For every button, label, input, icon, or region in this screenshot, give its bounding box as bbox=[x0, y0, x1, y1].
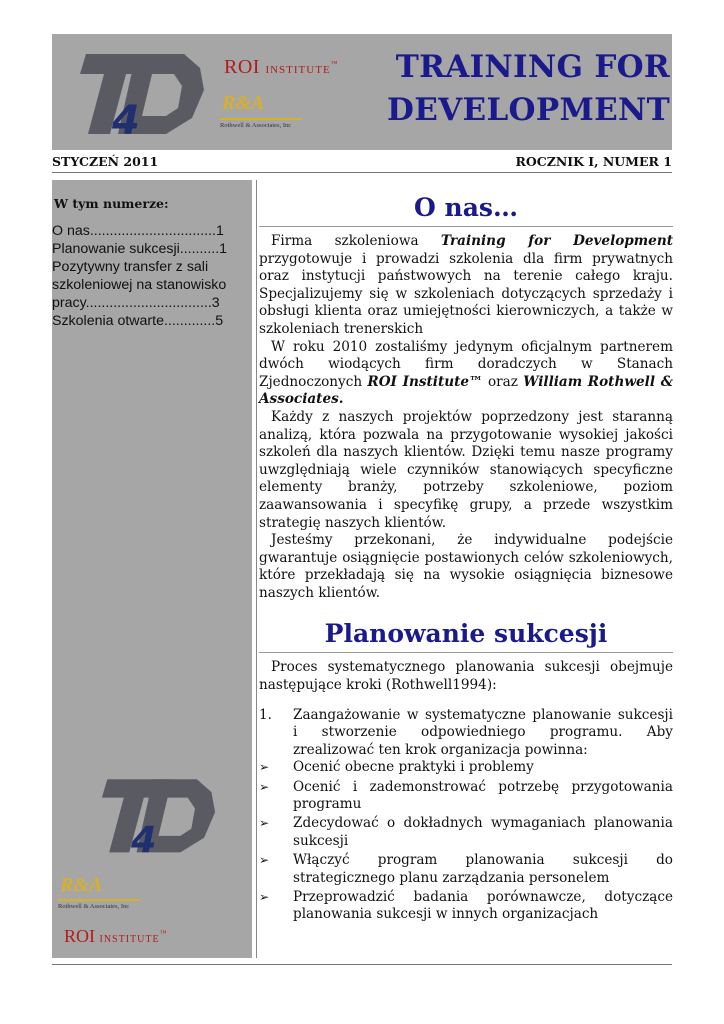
masthead bbox=[52, 34, 672, 150]
list-item bbox=[259, 779, 673, 814]
roi-logo-small-tm: ™ bbox=[159, 929, 168, 937]
arrow-bullet-icon: ➢ bbox=[259, 760, 270, 775]
toc-item-o-nas[interactable]: O nas................................1 bbox=[52, 223, 224, 239]
p2-text-a: W roku 2010 zostaliśmy jedynym oficjalnym partnerem dwóch wiodących firm doradczych w Stanach Zjednoczonych bbox=[259, 338, 673, 390]
paragraph-intro: Proces systematycznego planowania sukcesji obejmuje następujące kroki (Rothwell1994): bbox=[259, 659, 673, 694]
td4-logo-small bbox=[82, 772, 224, 856]
ra-logo-text: R&A bbox=[222, 92, 265, 114]
roi-institute-logo bbox=[224, 56, 339, 79]
bullet-list bbox=[259, 759, 673, 923]
steps-list bbox=[259, 707, 673, 760]
roi-institute-logo-small bbox=[64, 926, 167, 947]
p1-text-c: przygotowuje i prowadzi szkolenia dla firm prywatnych oraz instytucji państwowych na terenie całego kraju. Specjalizujemy się w szkoleniach dotyczących sprzedaży i obsługi klienta oraz umiejętności kierowniczych, a także w szkoleniach trenerskich bbox=[259, 250, 673, 337]
paragraph-4: Jesteśmy przekonani, że indywidualne podejście gwarantuje osiągnięcie postawionych celów szkoleniowych, które przekładają się na wysokie osiągnięcia biznesowe naszych klientów. bbox=[259, 532, 673, 601]
arrow-bullet-icon: ➢ bbox=[259, 779, 270, 794]
roi-logo-small-institute: INSTITUTE bbox=[99, 934, 160, 945]
rothwell-associates-logo bbox=[220, 92, 312, 132]
toc-item-planowanie-sukcesji[interactable]: Planowanie sukcesji..........1 bbox=[52, 241, 228, 257]
roi-logo-text: ROI bbox=[224, 56, 260, 78]
roi-logo-institute: INSTITUTE bbox=[265, 64, 331, 76]
list-item bbox=[259, 889, 673, 924]
section-rule bbox=[259, 226, 673, 227]
bullet-text: Przeprowadzić badania porównawcze, dotyczące planowania sukcesji w innych organizacjach bbox=[293, 888, 673, 923]
section-rule-2 bbox=[259, 652, 673, 653]
p1-text-a: Firma szkoleniowa bbox=[271, 233, 441, 249]
bottom-divider bbox=[52, 964, 672, 965]
title-line-1: TRAINING FOR bbox=[395, 49, 670, 85]
p1-company-name: Training for Development bbox=[440, 233, 673, 249]
top-divider bbox=[52, 172, 672, 173]
list-item bbox=[259, 815, 673, 850]
td4-logo bbox=[66, 46, 206, 138]
main-content bbox=[259, 192, 673, 925]
td4-logo-digit: 4 bbox=[112, 98, 140, 138]
list-item bbox=[259, 852, 673, 887]
roi-logo-tm: ™ bbox=[330, 59, 339, 68]
section-title-planowanie-sukcesji: Planowanie sukcesji bbox=[324, 619, 608, 649]
ra-logo-underline bbox=[220, 118, 302, 120]
toc-item-pozytywny-transfer[interactable]: Pozytywny transfer z sali szkoleniowej na stanowisko pracy................................3 bbox=[52, 259, 227, 311]
paragraph-3: Każdy z naszych projektów poprzedzony jest staranną analizą, która pozwala na przygotowanie wysokiej jakości szkoleń dla naszych klientów. Dzięki temu nasze programy uwzględniają wiele czynników stanowiących specyficzne elementy branży, potrzeby szkoleniowe, poziom zaawansowania i specyfikę grupy, a przede wszystkim strategię naszych klientów. bbox=[259, 408, 673, 531]
paragraph-2 bbox=[259, 339, 673, 409]
sidebar bbox=[52, 180, 252, 958]
issue-volume: ROCZNIK I, NUMER 1 bbox=[515, 154, 672, 169]
toc-heading: W tym numerze: bbox=[54, 196, 169, 211]
toc-item-szkolenia-otwarte[interactable]: Szkolenia otwarte.............5 bbox=[52, 313, 224, 329]
ra-logo-small-text: R&A bbox=[60, 874, 103, 896]
section-title-o-nas: O nas… bbox=[414, 193, 518, 222]
list-item bbox=[259, 759, 673, 777]
bullet-text: Zdecydować o dokładnych wymaganiach planowania sukcesji bbox=[293, 815, 673, 849]
ra-logo-small-underline bbox=[58, 899, 140, 901]
arrow-bullet-icon: ➢ bbox=[259, 816, 270, 831]
roi-logo-small-text: ROI bbox=[64, 926, 95, 946]
title-line-2: DEVELOPMENT bbox=[387, 92, 670, 128]
bullet-text: Włączyć program planowania sukcesji do strategicznego planu zarządzania personelem bbox=[293, 851, 673, 886]
step-number: 1. bbox=[259, 706, 272, 723]
p2-roi-institute: ROI Institute™ bbox=[367, 373, 483, 390]
list-item bbox=[259, 707, 673, 760]
bullet-text: Ocenić obecne praktyki i problemy bbox=[293, 759, 534, 776]
rothwell-associates-logo-small bbox=[58, 874, 150, 914]
bullet-text: Ocenić i zademonstrować potrzebę przygotowania programu bbox=[293, 778, 673, 813]
ra-logo-small-subtitle: Rothwell & Associates, Inc bbox=[58, 903, 130, 910]
paragraph-1 bbox=[259, 233, 673, 339]
arrow-bullet-icon: ➢ bbox=[259, 852, 270, 867]
p2-text-c: oraz bbox=[482, 373, 524, 390]
step-text: Zaangażowanie w systematyczne planowanie sukcesji i stworzenie odpowiedniego programu. Aby zrealizować ten krok organizacja powinna: bbox=[293, 706, 673, 758]
arrow-bullet-icon: ➢ bbox=[259, 889, 270, 904]
td4-logo-small-digit: 4 bbox=[131, 818, 157, 856]
column-divider bbox=[256, 180, 257, 958]
p2-rothwell: William Rothwell & Associates. bbox=[259, 373, 673, 408]
ra-logo-subtitle: Rothwell & Associates, Inc bbox=[220, 122, 292, 129]
newsletter-title bbox=[387, 46, 670, 132]
issue-date: STYCZEŃ 2011 bbox=[52, 154, 159, 169]
issue-info bbox=[52, 154, 672, 172]
table-of-contents bbox=[52, 222, 252, 330]
